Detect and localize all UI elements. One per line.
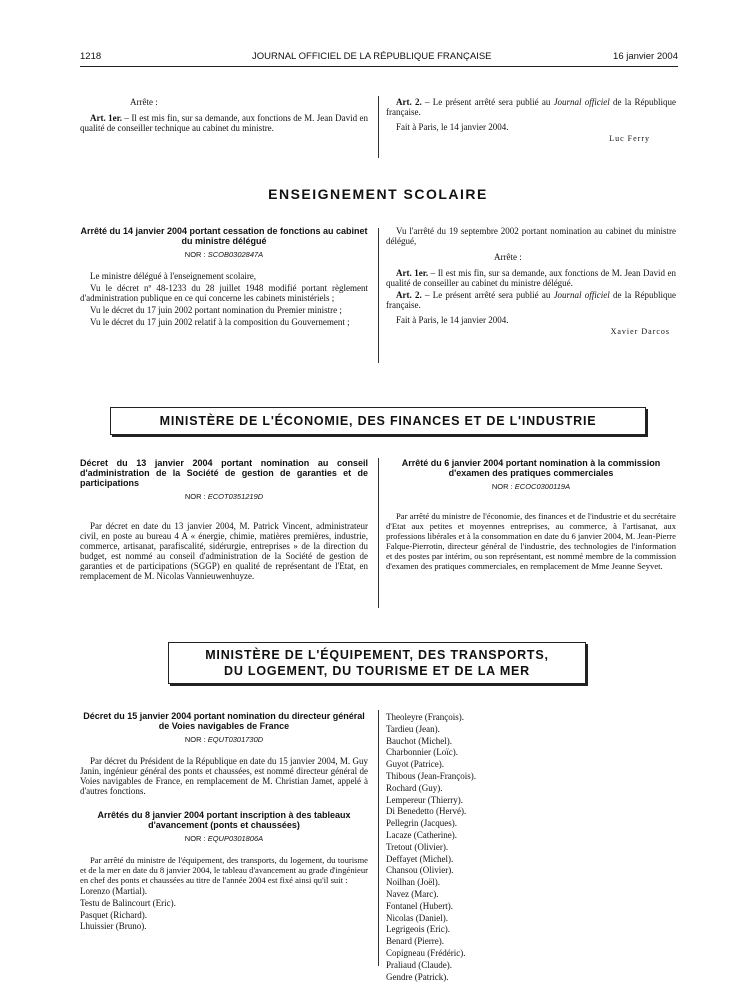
list-item: Rochard (Guy). (386, 782, 443, 793)
list-item: Charbonnier (Loïc). (386, 747, 458, 758)
list-item: Legrigeois (Eric). (386, 924, 450, 935)
list-item: Fontanel (Hubert). (386, 900, 453, 911)
list-item: Gendre (Patrick). (386, 971, 449, 982)
list-item: Guyot (Patrice). (386, 759, 444, 770)
list-item: Tardieu (Jean). (386, 723, 440, 734)
top-left-column (80, 97, 368, 135)
arrete-title: Arrêté du 6 janvier 2004 portant nomination à la commission d'examen des pratiques commerciales (401, 458, 661, 478)
list-item: Theoleyre (François). (386, 712, 464, 722)
section2-right-column (386, 458, 676, 573)
section-heading-line-1: MINISTÈRE DE L'ÉQUIPEMENT, DES TRANSPORTS, (205, 648, 549, 662)
arrete-label: Arrête : (130, 97, 158, 107)
arrete-title: Arrêté du 14 janvier 2004 portant cessation de fonctions au cabinet du ministre délégué (80, 226, 368, 246)
list-item: Chansou (Olivier). (386, 865, 454, 876)
section1-left-column (80, 226, 368, 329)
arretes-text: Par arrêté du ministre de l'équipement, des transports, du logement, du tourisme et de la mer en date du 8 janvier 2004, le tableau d'avancement au grade d'ingénieur en chef des ponts et chaussées au titre de l'année 2004 est fixé ainsi qu'il suit : (80, 855, 368, 885)
fait-a-paris: Fait à Paris, le 14 janvier 2004. (396, 315, 509, 325)
list-item: Pellegrin (Jacques). (386, 818, 457, 829)
paragraph: Vu le décret du 17 juin 2002 relatif à la composition du Gouvernement ; (90, 317, 350, 327)
decret-text: Par décret du Président de la République en date du 15 janvier 2004, M. Guy Janin, ingénieur général des ponts et chaussées, est nommé directeur général de Voies navigables de France, en remplacement de M. Christian Jamet, appelé à d'autres fonctions. (80, 756, 368, 796)
list-item: Copigneau (Frédéric). (386, 947, 466, 958)
section2-left-column (80, 458, 368, 583)
list-item: Praliaud (Claude). (386, 959, 452, 970)
decret-text: Par décret en date du 13 janvier 2004, M. Patrick Vincent, administrateur civil, en poste au bureau 4 A « énergie, chimie, matières premières, industrie, commerce, artisanat, parafiscalité, sidérurgie, entreprises » de la direction du budget, est nommé au conseil d'administration de la Société de gestion de garanties et de participations (SGGP) en qualité de représentant de l'Etat, en remplacement de M. Nicolas Vannieuwenhuyze. (80, 521, 368, 581)
decret-title: Décret du 15 janvier 2004 portant nomination du directeur général de Voies navigables de France (83, 711, 365, 731)
column-divider (378, 710, 379, 966)
column-divider (378, 96, 379, 158)
column-divider (378, 228, 379, 363)
list-item: Navez (Marc). (386, 888, 439, 899)
list-item: Testu de Balincourt (Eric). (80, 897, 176, 908)
article-2: Art. 2. – Le présent arrêté sera publié au Journal officiel de la République française. (386, 290, 676, 310)
list-item: Lempereur (Thierry). (386, 794, 463, 805)
signature: Xavier Darcos (610, 327, 670, 336)
header-date: 16 janvier 2004 (613, 51, 678, 62)
article-2: Art. 2. – Le présent arrêté sera publié au Journal officiel de la République française. (386, 97, 676, 117)
list-item: Bauchot (Michel). (386, 735, 452, 746)
list-item: Tretout (Olivier). (386, 841, 449, 852)
top-right-column (386, 97, 676, 146)
header-rule (80, 66, 678, 67)
paragraph: Vu le décret du 17 juin 2002 portant nomination du Premier ministre ; (90, 305, 342, 315)
nor-reference: NOR : SCOB0302847A (184, 250, 264, 259)
list-item: Nicolas (Daniel). (386, 912, 448, 923)
name-list (80, 886, 368, 933)
article-1: Art. 1er. – Il est mis fin, sur sa demande, aux fonctions de M. Jean David en qualité de conseiller au cabinet du ministre délégué. (386, 268, 676, 288)
page-number: 1218 (80, 51, 102, 62)
vu-paragraph: Vu l'arrêté du 19 septembre 2002 portant nomination au cabinet du ministre délégué, (386, 226, 676, 246)
arretes-title: Arrêtés du 8 janvier 2004 portant inscription à des tableaux d'avancement (ponts et chaussées) (97, 810, 351, 830)
nor-reference: NOR : ECOT0351219D (184, 492, 264, 501)
list-item: Lorenzo (Martial). (80, 886, 147, 896)
decret-title: Décret du 13 janvier 2004 portant nomination au conseil d'administration de la Société de gestion de garanties et de participations (80, 458, 368, 488)
section1-right-column (386, 226, 676, 339)
nor-reference: NOR : EQUP0301806A (184, 834, 264, 843)
list-item: Deffayet (Michel). (386, 853, 454, 864)
list-item: Di Benedetto (Hervé). (386, 806, 467, 817)
nor-reference: NOR : EQUT0301730D (184, 735, 264, 744)
list-item: Lhuissier (Bruno). (80, 921, 147, 932)
paragraph: Vu le décret nº 48-1233 du 28 juillet 1948 modifié portant règlement d'administration publique en ce qui concerne les cabinets ministériels ; (80, 283, 368, 303)
section-heading: ENSEIGNEMENT SCOLAIRE (268, 186, 488, 202)
paragraph: Le ministre délégué à l'enseignement scolaire, (90, 271, 257, 281)
list-item: Pasquet (Richard). (80, 909, 147, 920)
signature: Luc Ferry (609, 134, 650, 143)
arrete-label: Arrête : (494, 252, 522, 262)
section3-left-column (80, 711, 368, 933)
list-item: Thibous (Jean-François). (386, 770, 476, 781)
journal-title: JOURNAL OFFICIEL DE LA RÉPUBLIQUE FRANÇAISE (252, 51, 492, 62)
arrete-text: Par arrêté du ministre de l'économie, des finances et de l'industrie et du secrétaire d'Etat aux petites et moyennes entreprises, au commerce, à l'artisanat, aux professions libérales et à la consommation en date du 6 janvier 2004, M. Jean-Pierre Falque-Pierrotin, directeur général de l'industrie, des technologies de l'information et des postes par intérim, ou son représentant, est nommé membre de la commission d'examen des pratiques commerciales, en remplacement de Mme Jeanne Seyvet. (386, 511, 676, 571)
section-heading-box (168, 642, 586, 684)
name-list (386, 712, 676, 983)
list-item: Benard (Pierre). (386, 936, 444, 947)
section-heading-line-2: DU LOGEMENT, DU TOURISME ET DE LA MER (224, 664, 530, 678)
section-heading-box (110, 407, 646, 435)
list-item: Lacaze (Catherine). (386, 829, 457, 840)
list-item: Noilhan (Joël). (386, 877, 440, 888)
nor-reference: NOR : ECOC0300119A (491, 482, 571, 491)
fait-a-paris: Fait à Paris, le 14 janvier 2004. (396, 122, 509, 132)
column-divider (378, 458, 379, 608)
article-1: Art. 1er. – Il est mis fin, sur sa demande, aux fonctions de M. Jean David en qualité de conseiller technique au cabinet du ministre. (80, 113, 368, 133)
section-heading: MINISTÈRE DE L'ÉCONOMIE, DES FINANCES ET DE L'INDUSTRIE (159, 414, 597, 428)
